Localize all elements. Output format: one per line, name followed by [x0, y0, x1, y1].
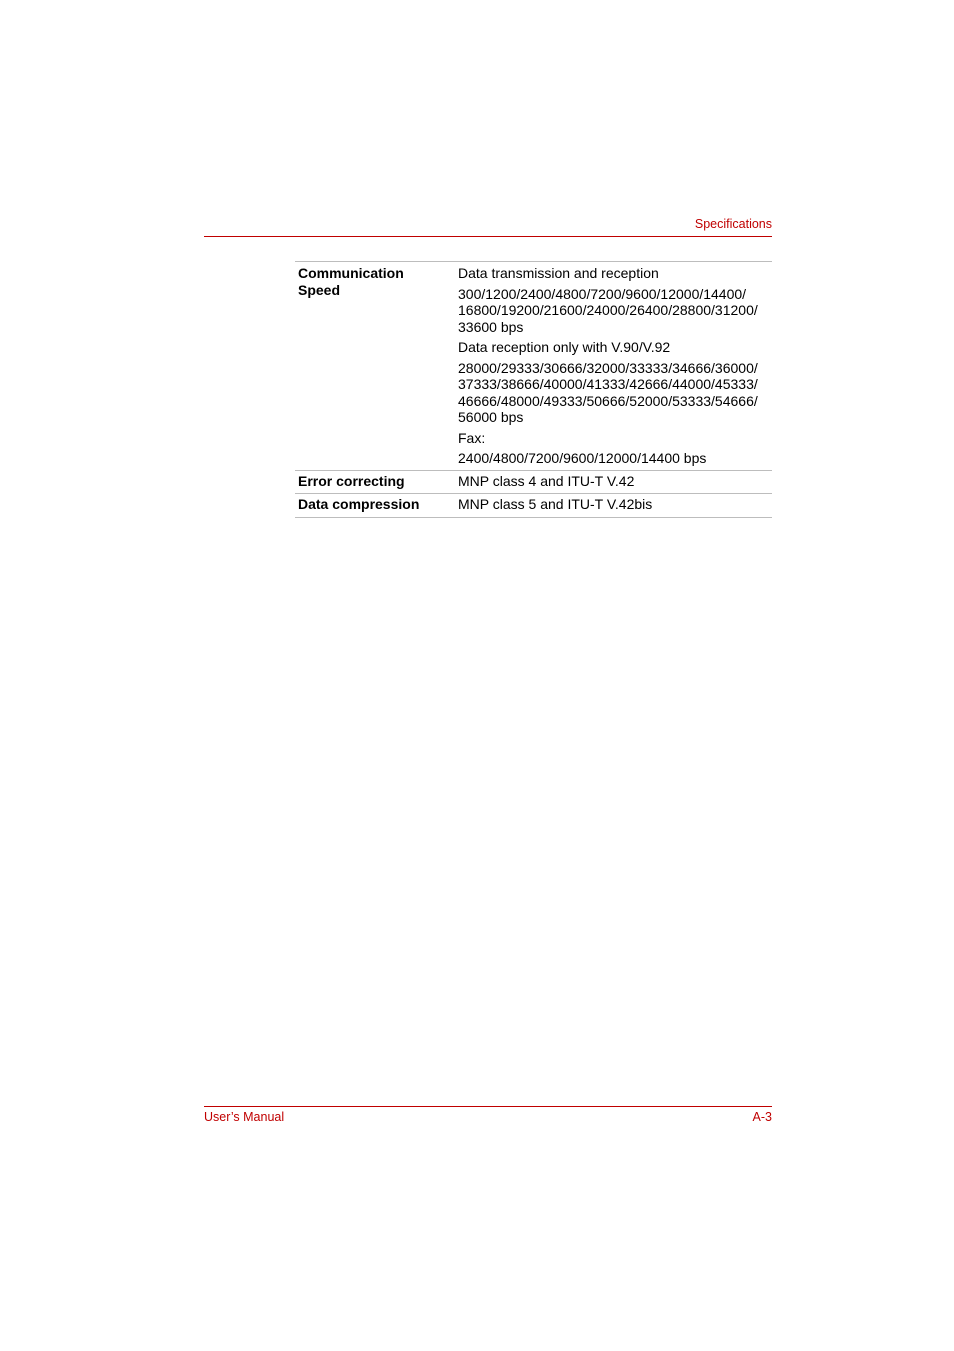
row-label: Data compression: [298, 496, 420, 512]
value-text: 56000 bps: [458, 409, 524, 425]
value-text: 46666/48000/49333/50666/52000/53333/54666/: [458, 392, 758, 409]
value-paragraph: [458, 360, 766, 426]
row-value: [455, 262, 772, 471]
page-header-title: Specifications: [694, 217, 772, 231]
row-label: [295, 262, 455, 471]
value-text: 300/1200/2400/4800/7200/9600/12000/14400/: [458, 285, 747, 302]
row-label-line: Communication: [298, 265, 404, 281]
row-label: Error correcting: [298, 472, 405, 489]
value-text: 2400/4800/7200/9600/12000/14400 bps: [458, 450, 707, 466]
footer-page-number: A-3: [752, 1110, 772, 1124]
table-row: [295, 262, 772, 471]
value-text: 16800/19200/21600/24000/26400/28800/31200/: [458, 302, 758, 318]
value-paragraph: [458, 430, 766, 447]
value-text: 33600 bps: [458, 318, 524, 335]
value-text: 37333/38666/40000/41333/42666/44000/45333/: [458, 376, 758, 392]
spec-table: [295, 261, 772, 518]
footer-divider: [204, 1106, 772, 1107]
value-paragraph: [458, 265, 766, 282]
row-label-line: Speed: [298, 281, 341, 298]
value-paragraph: [458, 286, 766, 336]
row-value: MNP class 5 and ITU-T V.42bis: [458, 496, 653, 512]
value-text: 28000/29333/30666/32000/33333/34666/36000/: [458, 359, 758, 376]
table-row: [295, 470, 772, 494]
value-paragraph: [458, 339, 766, 356]
table-row: [295, 494, 772, 518]
footer-manual-title: User’s Manual: [204, 1110, 285, 1124]
value-text: Fax:: [458, 429, 486, 446]
value-text: Data reception only with V.90/V.92: [458, 339, 671, 355]
value-paragraph: [458, 450, 766, 467]
header-divider: [204, 236, 772, 237]
row-value: MNP class 4 and ITU-T V.42: [458, 472, 635, 489]
value-text: Data transmission and reception: [458, 265, 659, 281]
